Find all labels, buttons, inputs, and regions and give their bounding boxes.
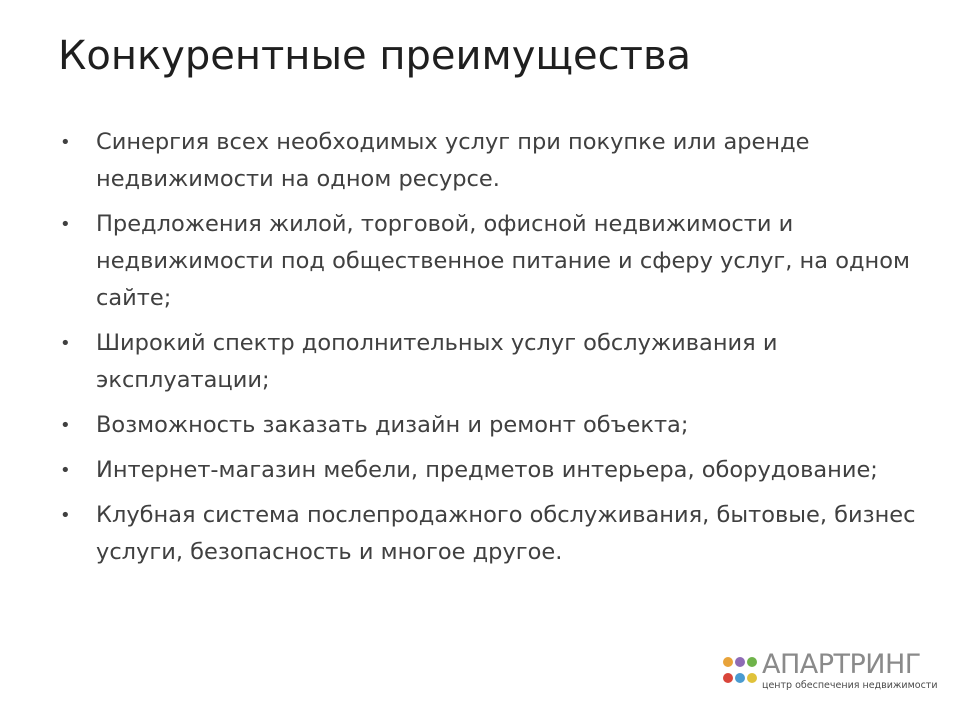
bullet-item <box>60 497 920 571</box>
company-logo <box>722 649 938 696</box>
bullet-text: Предложения жилой, торговой, офисной недвижимости и недвижимости под общественное питание и сферу услуг, на одном сайте; <box>96 211 910 311</box>
logo-dot <box>735 657 745 667</box>
bullet-text: Синергия всех необходимых услуг при покупке или аренде недвижимости на одном ресурсе. <box>96 129 810 192</box>
bullet-item <box>60 206 920 317</box>
bullet-marker: • <box>60 333 71 354</box>
bullet-item <box>60 452 920 489</box>
logo-dot <box>747 657 757 667</box>
bullet-marker: • <box>60 132 71 153</box>
bullet-item <box>60 325 920 399</box>
logo-dot <box>735 673 745 683</box>
logo-dots-icon <box>722 656 758 692</box>
logo-dot <box>747 673 757 683</box>
logo-dot <box>723 673 733 683</box>
bullet-marker: • <box>60 214 71 235</box>
logo-tagline: центр обеспечения недвижимости <box>762 680 938 691</box>
bullet-list <box>60 124 920 579</box>
bullet-item <box>60 124 920 198</box>
logo-dot <box>723 657 733 667</box>
bullet-marker: • <box>60 415 71 436</box>
slide-title: Конкурентные преимущества <box>58 33 692 79</box>
bullet-marker: • <box>60 505 71 526</box>
logo-wordmark: АПАРТРИНГ <box>762 649 921 680</box>
bullet-text: Широкий спектр дополнительных услуг обслуживания и эксплуатации; <box>96 330 778 393</box>
bullet-marker: • <box>60 460 71 481</box>
bullet-item <box>60 407 920 444</box>
bullet-text: Интернет-магазин мебели, предметов интерьера, оборудование; <box>96 457 878 483</box>
bullet-text: Возможность заказать дизайн и ремонт объекта; <box>96 412 689 438</box>
bullet-text: Клубная система послепродажного обслуживания, бытовые, бизнес услуги, безопасность и многое другое. <box>96 502 916 565</box>
